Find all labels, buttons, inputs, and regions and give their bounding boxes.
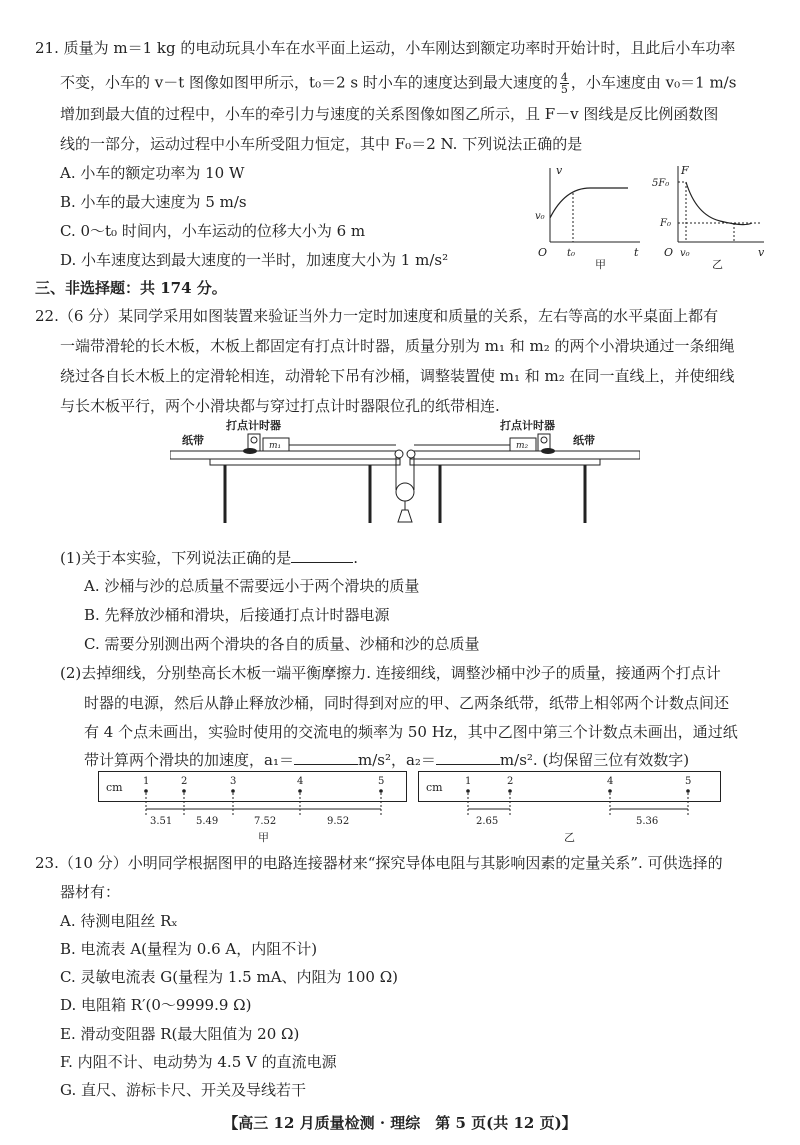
- timer-base-left: [243, 448, 257, 454]
- label-t0: t₀: [567, 248, 576, 259]
- graph-jia: [530, 160, 650, 270]
- q21-line4: 线的一部分，运动过程中小车所受阻力恒定，其中 F₀＝2 N. 下列说法正确的是: [60, 135, 583, 153]
- tape-yi: [418, 771, 728, 845]
- board-left: [170, 451, 400, 459]
- q22-part2-line2: 时器的电源，然后从静止释放沙桶，同时得到对应的甲、乙两条纸带，纸带上相邻两个计数点间还: [84, 694, 730, 712]
- q22-p1-option-a: A. 沙桶与沙的总质量不需要远小于两个滑块的质量: [84, 577, 420, 595]
- q21-line2-b: ，小车速度由 v₀＝1 m/s: [570, 73, 737, 92]
- counting-point: [231, 789, 235, 793]
- q22-part1-end: .: [353, 549, 359, 567]
- axis-label-t: t: [634, 246, 639, 259]
- point-label: 2: [507, 776, 514, 787]
- graph-yi: [650, 160, 770, 270]
- q22-p1-option-b: B. 先释放沙桶和滑块，后接通打点计时器电源: [84, 606, 390, 624]
- q22-part2-line3: 有 4 个点未画出，实验时使用的交流电的频率为 50 Hz，其中乙图中第三个计数点未画出，通过纸: [84, 723, 738, 741]
- q22-line4: 与长木板平行，两个小滑块都与穿过打点计时器限位孔的纸带相连.: [60, 397, 500, 415]
- point-label: 1: [465, 776, 472, 787]
- label-tape-right: 纸带: [573, 434, 595, 447]
- q22-part2-line4: [84, 750, 689, 770]
- movable-pulley: [396, 483, 414, 501]
- q21-option-b: B. 小车的最大速度为 5 m/s: [60, 193, 247, 211]
- distance-label: 2.65: [476, 816, 499, 827]
- q23-line1: 23.（10 分）小明同学根据图甲的电路连接器材来“探究导体电阻与其影响因素的定量关系”. 可供选择的: [35, 854, 723, 872]
- q23-item-e: E. 滑动变阻器 R(最大阻值为 20 Ω): [60, 1025, 300, 1043]
- timer-base-right: [541, 448, 555, 454]
- text-end: m/s². (均保留三位有效数字): [499, 751, 690, 769]
- label-v0: v₀: [535, 211, 545, 222]
- q21-fraction: [560, 72, 569, 95]
- label-5f0: 5F₀: [652, 178, 670, 189]
- tape-yi-border: [419, 772, 721, 802]
- label-m1: m₁: [269, 441, 282, 451]
- section-heading: 三、非选择题：共 174 分。: [35, 279, 227, 297]
- sand-bucket: [398, 510, 412, 522]
- q22-part2-line1: (2)去掉细线，分别垫高长木板一端平衡摩擦力. 连接细线，调整沙桶中沙子的质量，接通两个打点计: [60, 664, 721, 682]
- fv-curve: [686, 182, 752, 225]
- label-v0: v₀: [680, 248, 690, 259]
- point-label: 5: [378, 776, 385, 787]
- distance-label: 9.52: [327, 816, 350, 827]
- point-label: 4: [607, 776, 614, 787]
- q23-item-g: G. 直尺、游标卡尺、开关及导线若干: [60, 1081, 306, 1099]
- q22-p1-option-c: C. 需要分别测出两个滑块的各自的质量、沙桶和沙的总质量: [84, 635, 480, 653]
- distance-label: 3.51: [150, 816, 173, 827]
- counting-point: [182, 789, 186, 793]
- label-f0: F₀: [660, 218, 671, 229]
- text-a1: 带计算两个滑块的加速度，a₁＝: [84, 751, 294, 769]
- q23-item-b: B. 电流表 A(量程为 0.6 A，内阻不计): [60, 940, 318, 958]
- q22-part1: [60, 548, 358, 568]
- tape-caption-yi: 乙: [564, 831, 575, 844]
- point-label: 3: [230, 776, 237, 787]
- counting-point: [508, 789, 512, 793]
- label-timer-right: 打点计时器: [500, 419, 555, 432]
- q21-option-d: D. 小车速度达到最大速度的一半时，加速度大小为 1 m/s²: [60, 251, 449, 269]
- counting-point: [608, 789, 612, 793]
- q21-line2-a: 不变，小车的 v－t 图像如图甲所示，t₀＝2 s 时小车的速度达到最大速度的: [60, 73, 558, 92]
- label-timer-left: 打点计时器: [226, 419, 281, 432]
- q22-line1: 22.（6 分）某同学采用如图装置来验证当外力一定时加速度和质量的关系，左右等高的水平桌面上都有: [35, 307, 719, 325]
- answer-blank[interactable]: [291, 562, 353, 563]
- point-label: 5: [685, 776, 692, 787]
- graph-caption-jia: 甲: [595, 258, 606, 270]
- q22-line2: 一端带滑轮的长木板，木板上都固定有打点计时器，质量分别为 m₁ 和 m₂ 的两个小滑块通过一条细绳: [60, 337, 735, 355]
- answer-blank-a1[interactable]: [294, 764, 358, 765]
- tape-caption-jia: 甲: [258, 831, 269, 844]
- axis-label-f: F: [681, 164, 689, 177]
- apparatus-diagram: [170, 418, 640, 530]
- q21-line1: 21. 质量为 m＝1 kg 的电动玩具小车在水平面上运动，小车刚达到额定功率时开始计时，且此后小车功率: [35, 39, 736, 57]
- q21-line3: 增加到最大值的过程中，小车的牵引力与速度的关系图像如图乙所示，且 F－v 图线是反比例函数图: [60, 105, 719, 123]
- counting-point: [144, 789, 148, 793]
- counting-point: [466, 789, 470, 793]
- answer-blank-a2[interactable]: [436, 764, 500, 765]
- fraction-numerator: 4: [560, 71, 568, 84]
- q22-part1-text: (1)关于本实验，下列说法正确的是: [60, 549, 292, 567]
- q23-item-c: C. 灵敏电流表 G(量程为 1.5 mA、内阻为 100 Ω): [60, 968, 398, 986]
- label-m2: m₂: [516, 441, 529, 451]
- distance-label: 5.36: [636, 816, 659, 827]
- q21-option-a: A. 小车的额定功率为 10 W: [60, 164, 245, 182]
- text-a2: m/s²，a₂＝: [357, 751, 436, 769]
- counting-point: [298, 789, 302, 793]
- tape-yi-unit: cm: [426, 781, 443, 794]
- point-label: 4: [297, 776, 304, 787]
- fraction-denominator: 5: [560, 83, 568, 96]
- q21-option-c: C. 0～t₀ 时间内，小车运动的位移大小为 6 m: [60, 222, 366, 240]
- vt-curve: [550, 188, 628, 218]
- axis-label-v: v: [556, 164, 563, 177]
- point-label: 2: [181, 776, 188, 787]
- q23-item-a: A. 待测电阻丝 Rₓ: [60, 912, 178, 930]
- point-label: 1: [143, 776, 150, 787]
- q23-line2: 器材有：: [60, 883, 121, 901]
- axis-label-v: v: [758, 246, 765, 259]
- table-top-left: [210, 459, 400, 465]
- q23-item-d: D. 电阻箱 R′(0～9999.9 Ω): [60, 996, 252, 1014]
- origin-label: O: [664, 246, 674, 259]
- page-footer: 【高三 12 月质量检测 · 理综 第 5 页(共 12 页)】: [223, 1114, 577, 1132]
- counting-point: [686, 789, 690, 793]
- table-top-right: [410, 459, 600, 465]
- distance-label: 5.49: [196, 816, 219, 827]
- tape-jia: [98, 771, 408, 845]
- q23-item-f: F. 内阻不计、电动势为 4.5 V 的直流电源: [60, 1053, 337, 1071]
- graph-caption-yi: 乙: [712, 258, 723, 270]
- q21-line2: [60, 72, 736, 95]
- board-right: [410, 451, 640, 459]
- origin-label: O: [538, 246, 548, 259]
- tape-jia-unit: cm: [106, 781, 123, 794]
- label-tape-left: 纸带: [182, 434, 204, 447]
- distance-label: 7.52: [254, 816, 277, 827]
- counting-point: [379, 789, 383, 793]
- q22-line3: 绕过各自长木板上的定滑轮相连，动滑轮下吊有沙桶，调整装置使 m₁ 和 m₂ 在同一直线上，并使细线: [60, 367, 735, 385]
